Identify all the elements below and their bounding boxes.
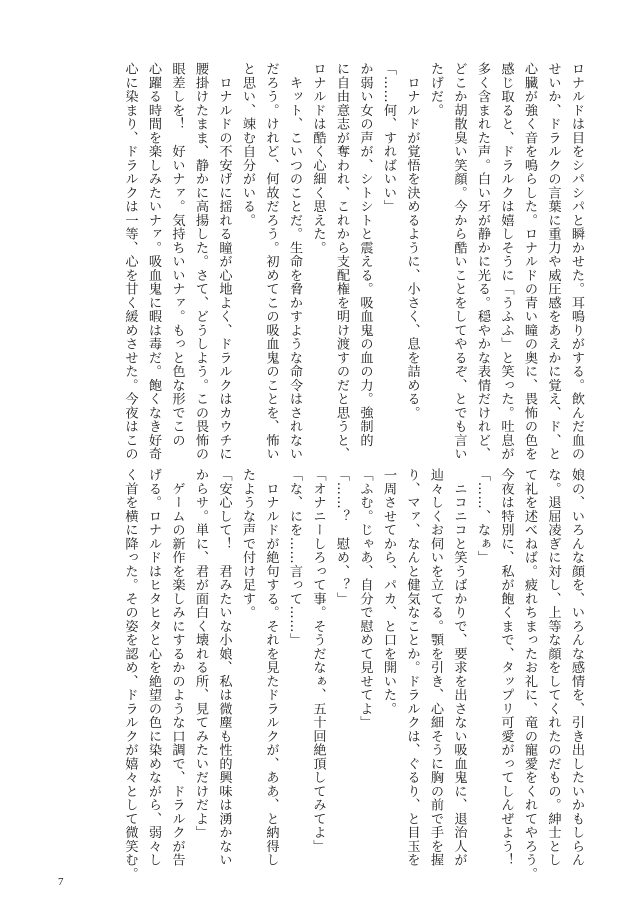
text-column: せいか、ドラルクの言葉に重力や威圧感をあえかに覚え、ド、と — [545, 62, 561, 461]
text-column: どこか胡散臭い笑顔。今から酷いことをしてやるぞ、とでも言い — [451, 62, 467, 461]
text-column: ゲームの新作を楽しみにするかのような口調で、ドラルクが告 — [169, 468, 185, 867]
text-column: 心臓が強く音を鳴らした。ロナルドの青い瞳の奥に、畏怖の色を — [522, 62, 537, 461]
text-column: 心躍る時間を楽しみたいナァ。吸血鬼に暇は毒だ。飽くなき好奇 — [146, 62, 161, 461]
page-number: 7 — [58, 876, 64, 888]
text-column: り、マァ、なんと健気なことか。ドラルクは、ぐるり、と目玉を — [404, 468, 420, 867]
text-column: 「安心して！ 君みたいな小娘、私は微塵も性的興味は湧かない — [216, 468, 232, 867]
text-column: 「オナニーしろって事。そうだなぁ、五十回絶頂してみてよ」 — [310, 468, 326, 853]
text-column: たような声で付け足す。 — [240, 468, 255, 620]
text-column: ロナルドが絶句する。それを見たドラルクが、ああ、と納得し — [263, 468, 279, 867]
text-column: ロナルドは酷く心細く思えた。 — [310, 62, 326, 255]
upper-text-block — [118, 62, 588, 461]
text-column: 腰掛けたまま、静かに高揚した。さて、どうしよう。この畏怖の — [193, 62, 208, 461]
text-column: だろう。けれど、何故だろう。初めてこの吸血鬼のことを、怖い — [263, 62, 279, 461]
text-column: 「ふむ。じゃあ、自分で慰めて見せてよ」 — [357, 468, 373, 730]
text-column: く首を横に降った。その姿を認め、ドラルクが嬉々として微笑む。 — [122, 468, 138, 881]
text-column: キット、こいつのことだ。生命を脅かすような命令はされない — [287, 62, 302, 461]
text-column: ニコニコと笑うばかりで、要求を出さない吸血鬼に、退治人が — [451, 468, 467, 867]
text-column: からサ。単に、君が面白く壊れる所、見てみたいだけだよ」 — [193, 468, 208, 840]
text-column: たげだ。 — [428, 62, 443, 117]
text-column: 「……？ 慰め、？」 — [334, 468, 349, 606]
text-column: 感じ取ると、ドラルクは嬉しそうに「うふふ」と笑った。吐息が — [498, 62, 514, 461]
text-column: 今夜は特別に、私が飽くまで、タップリ可愛がってしんぜよう！ — [498, 468, 514, 867]
text-column: 心に染まり、ドラルクは一等、心を甘く緩めさせた。今夜はこの — [122, 62, 138, 461]
text-column: ロナルドは目をシパシパと瞬かせた。耳鳴りがする。飲んだ血の — [569, 62, 584, 461]
text-column: 娘の、いろんな顔を、いろんな感情を、引き出したいかもしらん — [569, 468, 584, 867]
text-column: 「……、なぁ」 — [475, 468, 490, 565]
text-column: に自由意志が奪われ、これから支配権を明け渡すのだと思うと、 — [334, 62, 349, 461]
text-column: 「……何、すればいい」 — [381, 62, 396, 214]
text-column: 「な、にを……言って……」 — [287, 468, 302, 647]
text-column: げる。ロナルドはヒタヒタと心を絶望の色に染めながら、弱々し — [146, 468, 161, 867]
text-column: な。退屈凌ぎに対し、上等な顔をしてくれたのだもの。紳士とし — [545, 468, 561, 867]
text-column: ロナルドが覚悟を決めるように、小さく、息を詰める。 — [404, 62, 420, 420]
text-column: て礼を述べねば。疲れちまったお礼に、竜の寵愛をくれてやろう。 — [522, 468, 537, 881]
text-column: 多く含まれた声。白い牙が静かに光る。穏やかな表情だけれど、 — [475, 62, 490, 461]
text-column: と思い、竦む自分がいる。 — [240, 62, 255, 227]
text-column: 眼差しを！ 好いナァ。気持ちいいナァ。もっと色な形でこの — [169, 62, 185, 447]
text-column: ロナルドの不安げに揺れる瞳が心地よく、ドラルクはカウチに — [216, 62, 232, 461]
lower-text-block — [118, 468, 588, 881]
text-column: 辿々しくお伺いを立てる。顎を引き、心細そうに胸の前で手を握 — [428, 468, 443, 867]
text-column: 一周させてから、パカ、と口を開いた。 — [381, 468, 396, 716]
text-column: か弱い女の声が、シトシトと震える。吸血鬼の血の力。強制的 — [357, 62, 373, 447]
